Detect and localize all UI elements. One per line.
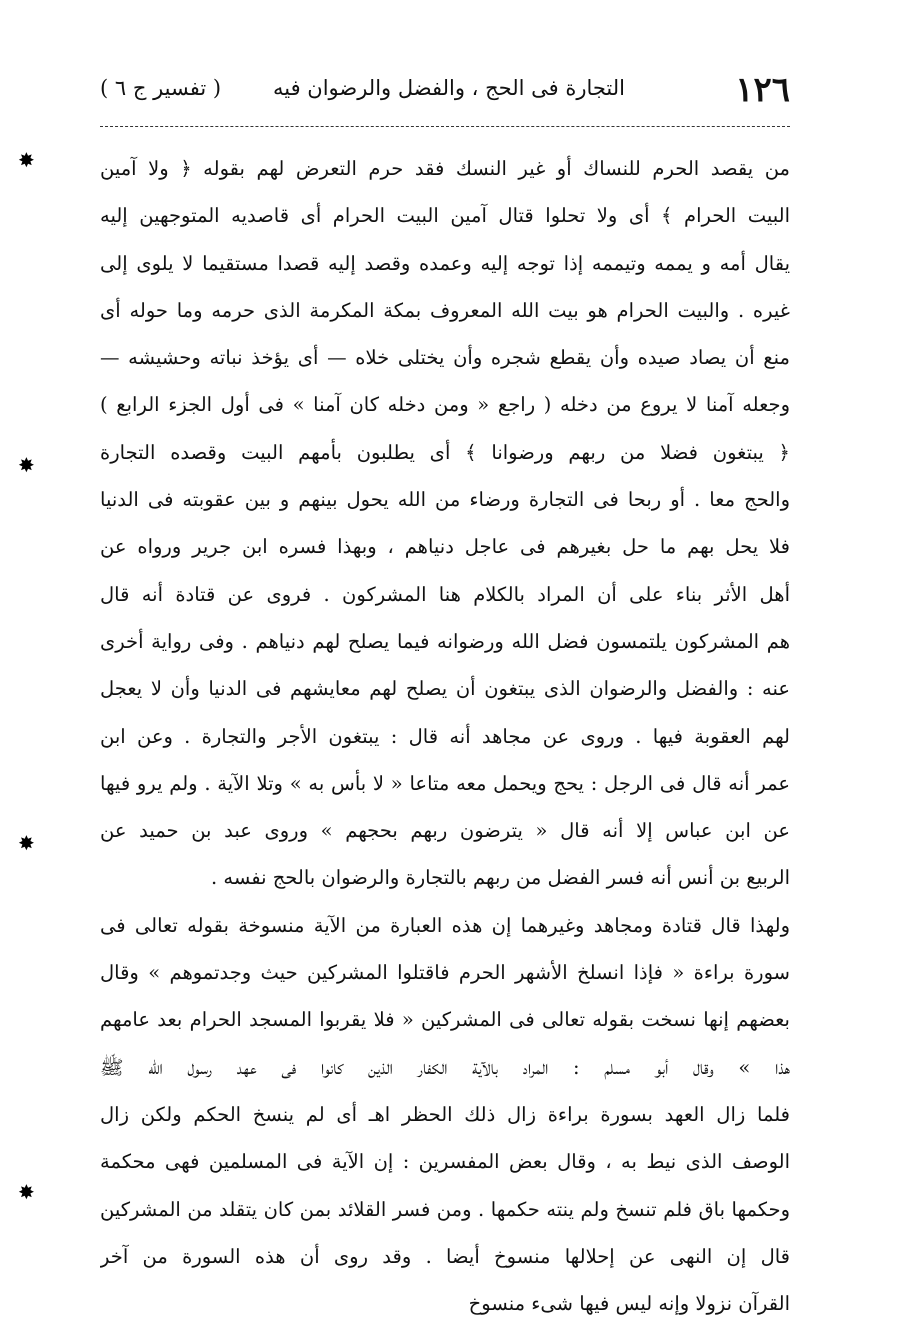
running-reference: ( تفسير ج ٦ ) bbox=[100, 76, 222, 100]
text-line: يقال أمه و يممه وتيممه إذا توجه إليه وعمده وقصد إليه قصدا مستقيما لا يلوى إلى bbox=[100, 251, 790, 275]
text-line: عنه : والفضل والرضوان الذى يبتغون أن يصلح لهم معايشهم فى الدنيا وأن لا يعجل bbox=[100, 677, 790, 701]
text-line: سورة براءة « فإذا انسلخ الأشهر الحرم فاقتلوا المشركين حيث وجدتموهم » وقال bbox=[100, 961, 790, 985]
margin-star-icon: ✸ bbox=[18, 453, 35, 477]
margin-star-icon: ✸ bbox=[18, 1180, 35, 1204]
text-line: منع أن يصاد صيده وأن يقطع شجره وأن يختلى خلاه — أى يؤخذ نباته وحشيشه — bbox=[100, 346, 790, 370]
text-line: ﴿ يبتغون فضلا من ربهم ورضوانا ﴾ أى يطلبون بأمهم البيت وقصده التجارة bbox=[100, 440, 790, 464]
text-line: القرآن نزولا وإنه ليس فيها شىء منسوخ bbox=[468, 1292, 790, 1316]
text-line: فلما زال العهد بسورة براءة زال ذلك الحظر اهـ أى لم ينسخ الحكم ولكن زال bbox=[100, 1102, 790, 1126]
text-line: البيت الحرام ﴾ أى ولا تحلوا قتال آمين البيت الحرام أى قاصديه المتوجهين إليه bbox=[100, 204, 790, 228]
header-divider bbox=[100, 126, 790, 127]
page-header bbox=[100, 72, 790, 112]
text-line: عمر أنه قال فى الرجل : يحج ويحمل معه متاعا « لا بأس به » وتلا الآية . ولم يرو فيها bbox=[100, 771, 790, 795]
text-line: وحكمها باق فلم تنسخ ولم ينته حكمها . ومن فسر القلائد بمن كان يتقلد من المشركين bbox=[100, 1197, 790, 1221]
text-line: ولهذا قال قتادة ومجاهد وغيرهما إن هذه العبارة من الآية منسوخة بقوله تعالى فى bbox=[100, 913, 790, 937]
margin-star-icon: ✸ bbox=[18, 831, 35, 855]
text-line: عن ابن عباس إلا أنه قال « يترضون ربهم بحجهم » وروى عبد بن حميد عن bbox=[100, 819, 790, 843]
text-line: هم المشركون يلتمسون فضل الله ورضوانه فيما يصلح لهم دنياهم . وفى رواية أخرى bbox=[100, 629, 790, 653]
body-text bbox=[100, 145, 790, 1327]
margin-star-icon: ✸ bbox=[18, 148, 35, 172]
text-line: غيره . والبيت الحرام هو بيت الله المعروف بمكة المكرمة الذى حرمه وما حوله أى bbox=[100, 298, 790, 322]
running-title: التجارة فى الحج ، والفضل والرضوان فيه bbox=[272, 76, 625, 100]
text-line: من يقصد الحرم للنساك أو غير النسك فقد حرم التعرض لهم بقوله ﴿ ولا آمين bbox=[100, 157, 790, 180]
text-line: بعضهم إنها نسخت بقوله تعالى فى المشركين « فلا يقربوا المسجد الحرام بعد عامهم bbox=[100, 1008, 790, 1032]
text-line: فلا يحل بهم ما حل بغيرهم فى عاجل دنياهم ، وبهذا فسره ابن جرير ورواه عن bbox=[100, 535, 790, 559]
text-line: الوصف الذى نيط به ، وقال بعض المفسرين : إن الآية فى المسلمين فهى محكمة bbox=[100, 1150, 790, 1174]
page-number: ١٢٦ bbox=[735, 70, 790, 110]
text-line: الربيع بن أنس أنه فسر الفضل من ربهم بالتجارة والرضوان بالحج نفسه . bbox=[210, 866, 790, 890]
text-line: والحج معا . أو ربحا فى التجارة ورضاء من الله يحول بينهم و بين عقوبته فى الدنيا bbox=[100, 488, 790, 512]
text-line: هذا » وقال أبو مسلم : المراد بالآية الكفار الذين كانوا فى عهد رسول الله ﷺ bbox=[100, 1055, 790, 1079]
text-line: وجعله آمنا لا يروع من دخله ( راجع « ومن دخله كان آمنا » فى أول الجزء الرابع ) bbox=[100, 393, 790, 417]
text-line: لهم العقوبة فيها . وروى عن مجاهد أنه قال : يبتغون الأجر والتجارة . وعن ابن bbox=[100, 724, 790, 748]
text-line: قال إن النهى عن إحلالها منسوخ أيضا . وقد روى أن هذه السورة من آخر bbox=[100, 1244, 790, 1268]
text-line: أهل الأثر بناء على أن المراد بالكلام هنا المشركون . فروى عن قتادة أنه قال bbox=[100, 582, 790, 606]
